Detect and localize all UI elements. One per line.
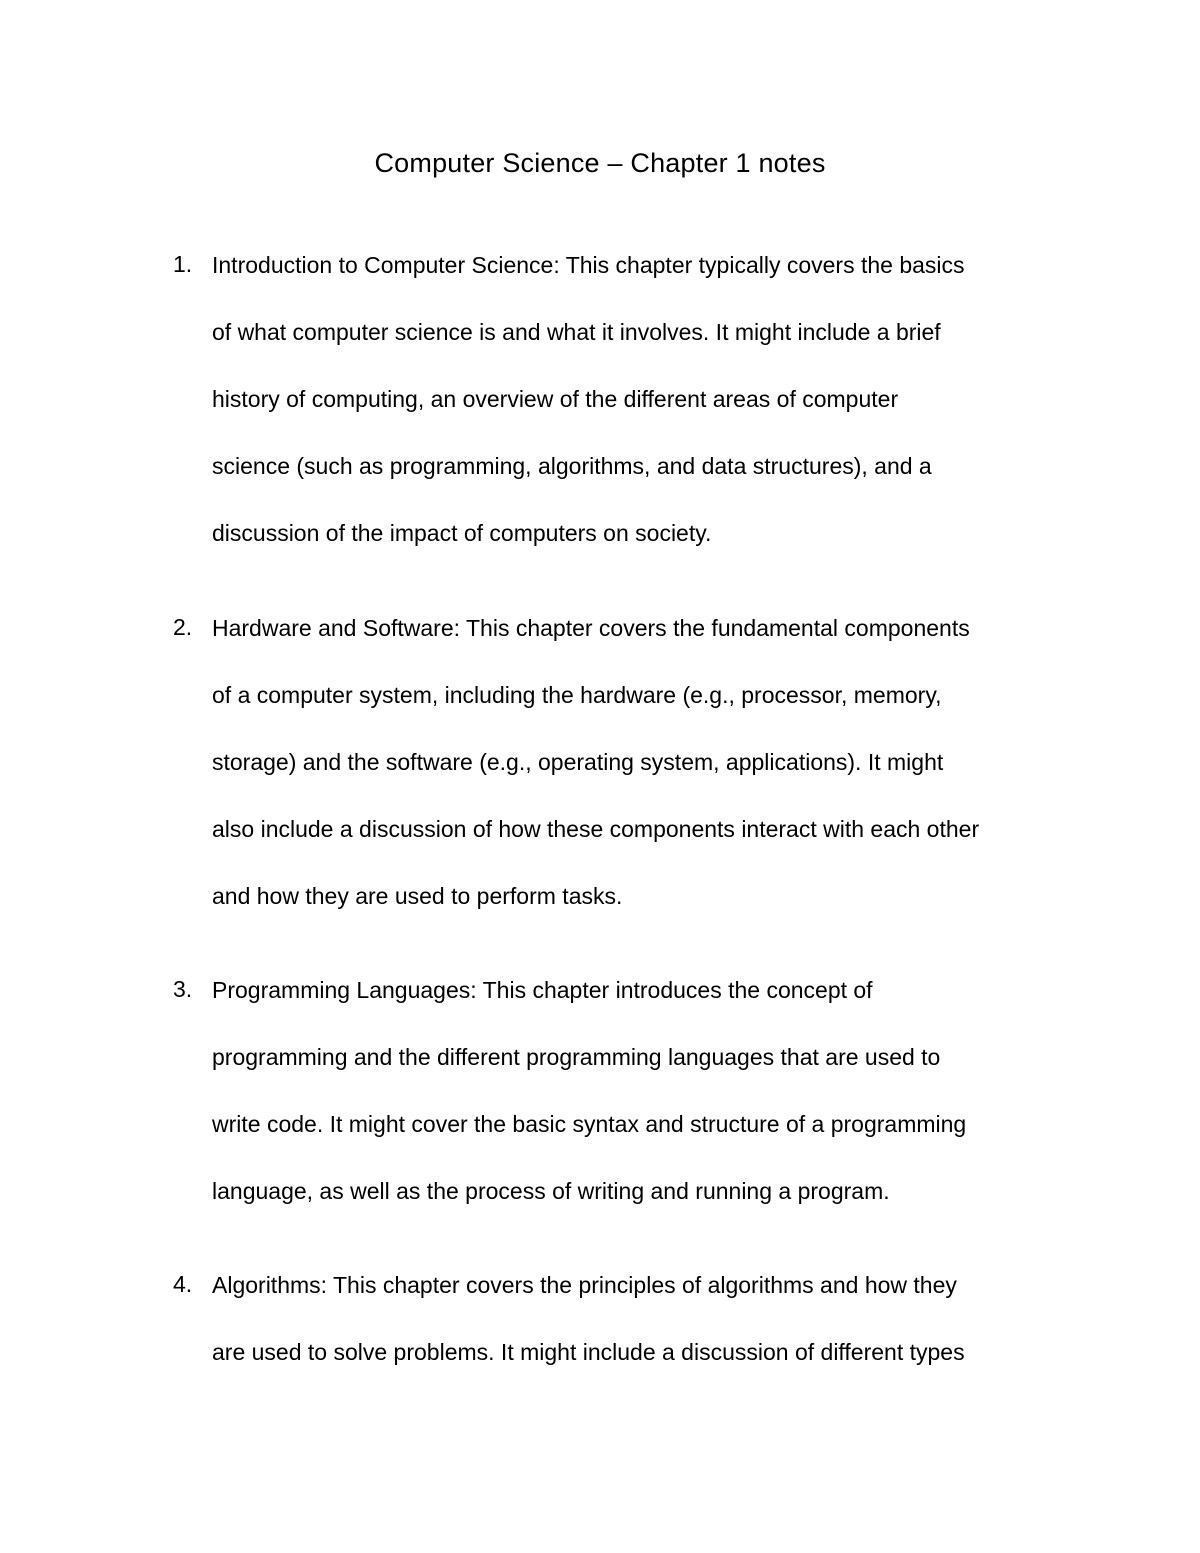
list-item-line: write code. It might cover the basic syntax and structure of a programming: [212, 1111, 967, 1137]
list-item-line: also include a discussion of how these components interact with each other: [212, 816, 980, 842]
list-item-line: of what computer science is and what it involves. It might include a brief: [212, 319, 941, 345]
list-item-number: 4.: [173, 1271, 193, 1297]
list-item-line: are used to solve problems. It might include a discussion of different types: [212, 1339, 965, 1365]
list-item-line: programming and the different programming languages that are used to: [212, 1044, 941, 1070]
list-item-line: discussion of the impact of computers on society.: [212, 520, 712, 546]
list-item-line: Introduction to Computer Science: This chapter typically covers the basics: [212, 252, 965, 278]
list-item-line: and how they are used to perform tasks.: [212, 883, 623, 909]
list-item-line: language, as well as the process of writing and running a program.: [212, 1178, 890, 1204]
list-item-line: storage) and the software (e.g., operating system, applications). It might: [212, 749, 944, 775]
list-item-number: 1.: [173, 251, 193, 277]
list-item-line: Hardware and Software: This chapter covers the fundamental components: [212, 615, 970, 641]
list-item-line: history of computing, an overview of the different areas of computer: [212, 386, 899, 412]
list-item-number: 2.: [173, 614, 193, 640]
list-item-line: of a computer system, including the hardware (e.g., processor, memory,: [212, 682, 942, 708]
page-title: Computer Science – Chapter 1 notes: [374, 148, 826, 178]
list-item-line: science (such as programming, algorithms, and data structures), and a: [212, 453, 932, 479]
list-item-line: Algorithms: This chapter covers the principles of algorithms and how they: [212, 1272, 957, 1298]
list-item-number: 3.: [173, 976, 193, 1002]
list-item-line: Programming Languages: This chapter introduces the concept of: [212, 977, 873, 1003]
